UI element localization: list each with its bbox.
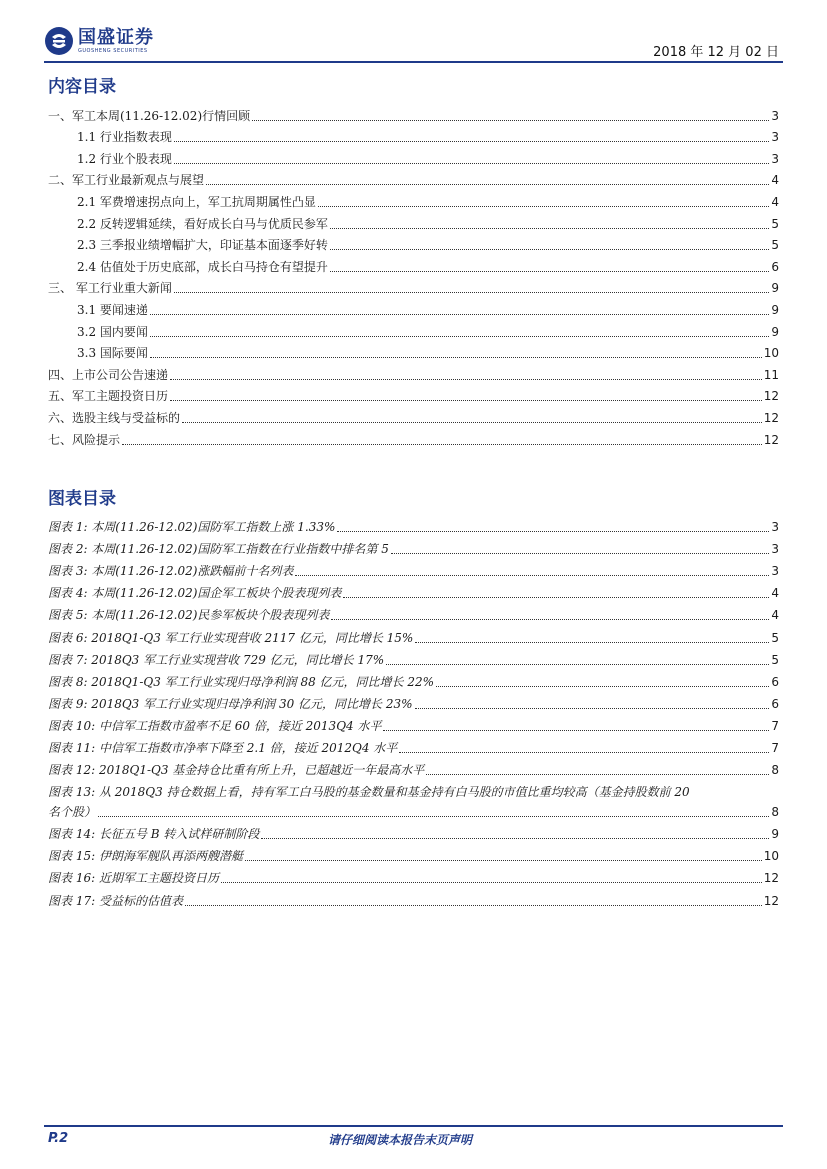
dot-leader [174,292,770,293]
toc-entry[interactable] [48,426,779,448]
dot-leader [221,882,762,883]
dot-leader [252,120,769,121]
figure-entry[interactable] [48,535,779,557]
entry-page-number: 8 [771,763,779,778]
toc-entry[interactable] [48,318,779,340]
entry-title: 图表 4: 本周(11.26-12.02)国企军工板块个股表现列表 [48,586,342,601]
dot-leader [330,228,769,229]
entry-page-number: 7 [771,718,779,733]
entry-page-number: 4 [771,173,779,188]
entry-title: 五、军工主题投资日历 [48,389,169,404]
dot-leader [318,206,769,207]
logo-icon [44,26,74,56]
figures-title: 图表目录 [48,489,116,509]
dot-leader [383,730,769,731]
entry-title: 三、 军工行业重大新闻 [48,281,172,296]
figure-entry[interactable] [48,601,779,623]
figure-entry[interactable] [48,712,779,734]
entry-page-number: 9 [771,281,779,296]
entry-page-number: 6 [771,696,779,711]
entry-page-number: 5 [771,238,779,253]
entry-page-number: 6 [771,674,779,689]
dot-leader [391,553,769,554]
entry-page-number: 3 [771,520,779,535]
entry-page-number: 6 [771,259,779,274]
entry-title: 2.2 反转逻辑延续，看好成长白马与优质民参军 [77,216,328,231]
toc-entry[interactable] [48,361,779,383]
figure-entry[interactable] [48,668,779,690]
dot-leader [182,422,762,423]
toc-list [48,102,779,448]
toc-entry[interactable] [48,102,779,124]
entry-page-number: 5 [771,216,779,231]
dot-leader [436,686,769,687]
entry-page-number: 10 [763,346,779,361]
dot-leader [330,249,769,250]
entry-page-number: 12 [763,410,779,425]
entry-page-number: 10 [763,849,779,864]
entry-title: 图表 6: 2018Q1-Q3 军工行业实现营收 2117 亿元，同比增长 15% [48,630,414,645]
toc-entry[interactable] [48,145,779,167]
toc-entry[interactable] [48,383,779,405]
entry-page-number: 11 [763,367,779,382]
footer-disclaimer: 请仔细阅读本报告末页声明 [328,1133,473,1147]
dot-leader [245,860,762,861]
entry-page-number: 3 [771,130,779,145]
entry-title: 2.3 三季报业绩增幅扩大，印证基本面逐季好转 [77,238,328,253]
entry-title: 四、上市公司公告速递 [48,367,169,382]
dot-leader [206,184,769,185]
entry-page-number: 4 [771,194,779,209]
header-divider [44,61,783,63]
dot-leader [415,708,770,709]
entry-page-number: 8 [771,805,779,820]
dot-leader [337,531,769,532]
page-number: P.2 [48,1131,69,1146]
entry-title: 图表 3: 本周(11.26-12.02)涨跌幅前十名列表 [48,564,294,579]
entry-page-number: 12 [763,389,779,404]
toc-entry[interactable] [48,296,779,318]
toc-entry[interactable] [48,167,779,189]
entry-title: 图表 14: 长征五号 B 转入试样研制阶段 [48,827,260,842]
dot-leader [415,642,769,643]
entry-title: 1.2 行业个股表现 [77,151,172,166]
entry-title: 图表 7: 2018Q3 军工行业实现营收 729 亿元，同比增长 17% [48,652,385,667]
dot-leader [295,575,769,576]
entry-title: 图表 8: 2018Q1-Q3 军工行业实现归母净利润 88 亿元，同比增长 22% [48,674,435,689]
dot-leader [331,619,769,620]
dot-leader [185,905,762,906]
entry-title: 七、风险提示 [48,432,121,447]
toc-entry[interactable] [48,188,779,210]
entry-page-number: 12 [763,432,779,447]
toc-entry[interactable] [48,404,779,426]
entry-page-number: 7 [771,741,779,756]
entry-title: 图表 11: 中信军工指数市净率下降至 2.1 倍，接近 2012Q4 水平 [48,741,398,756]
figure-entry[interactable] [48,886,779,908]
figure-entry[interactable] [48,778,779,820]
dot-leader [150,357,762,358]
toc-entry[interactable] [48,124,779,146]
dot-leader [261,838,769,839]
report-date: 2018 年 12 月 02 日 [653,45,779,60]
entry-title: 3.1 要闻速递 [77,302,148,317]
entry-title: 一、军工本周(11.26-12.02)行情回顾 [48,108,251,123]
entry-title: 图表 10: 中信军工指数市盈率不足 60 倍，接近 2013Q4 水平 [48,718,382,733]
entry-title: 3.3 国际要闻 [77,346,148,361]
footer-divider [44,1125,783,1127]
figure-entry[interactable] [48,623,779,645]
figure-entry[interactable] [48,842,779,864]
dot-leader [386,664,769,665]
entry-title: 图表 16: 近期军工主题投资日历 [48,871,219,886]
toc-entry[interactable] [48,275,779,297]
figure-entry[interactable] [48,734,779,756]
dot-leader [170,379,762,380]
company-logo [44,26,154,56]
entry-page-number: 12 [763,893,779,908]
dot-leader [174,141,769,142]
entry-page-number: 3 [771,108,779,123]
dot-leader [343,597,769,598]
figure-entry[interactable] [48,513,779,535]
logo-name-cn: 国盛证券 [78,26,154,48]
dot-leader [122,444,762,445]
entry-title: 图表 15: 伊朗海军舰队再添两艘潜艇 [48,849,243,864]
toc-entry[interactable] [48,340,779,362]
toc-title: 内容目录 [48,77,116,97]
figures-list [48,513,779,909]
figure-entry[interactable] [48,820,779,842]
dot-leader [399,752,769,753]
toc-entry[interactable] [48,210,779,232]
entry-page-number: 5 [771,652,779,667]
entry-page-number: 9 [771,827,779,842]
entry-page-number: 5 [771,630,779,645]
entry-title: 图表 1: 本周(11.26-12.02)国防军工指数上涨 1.33% [48,520,336,535]
dot-leader [98,816,769,817]
figure-entry[interactable] [48,756,779,778]
entry-page-number: 3 [771,564,779,579]
figure-entry[interactable] [48,646,779,668]
dot-leader [150,314,769,315]
entry-title: 2.1 军费增速拐点向上，军工抗周期属性凸显 [77,194,316,209]
entry-page-number: 4 [771,608,779,623]
entry-title-line1: 图表 13: 从 2018Q3 持仓数据上看，持有军工白马股的基金数量和基金持有白马股的市值比重均较高（基金持股数前 20 [48,785,690,800]
entry-title-line2: 名个股） [48,805,97,820]
figure-entry[interactable] [48,579,779,601]
figure-entry[interactable] [48,557,779,579]
entry-title: 图表 2: 本周(11.26-12.02)国防军工指数在行业指数中排名第 5 [48,542,389,557]
figure-entry[interactable] [48,690,779,712]
entry-page-number: 12 [763,871,779,886]
toc-entry[interactable] [48,253,779,275]
entry-title: 图表 9: 2018Q3 军工行业实现归母净利润 30 亿元，同比增长 23% [48,696,413,711]
entry-title: 图表 17: 受益标的估值表 [48,893,183,908]
figure-entry[interactable] [48,864,779,886]
logo-name-en: GUOSHENG SECURITIES [78,47,148,54]
entry-title: 六、选股主线与受益标的 [48,410,181,425]
entry-page-number: 9 [771,324,779,339]
entry-title: 1.1 行业指数表现 [77,130,172,145]
entry-page-number: 3 [771,542,779,557]
entry-title: 图表 12: 2018Q1-Q3 基金持仓比重有所上升，已超越近一年最高水平 [48,763,425,778]
dot-leader [426,774,769,775]
dot-leader [330,271,769,272]
entry-title: 二、军工行业最新观点与展望 [48,173,205,188]
entry-title: 2.4 估值处于历史底部，成长白马持仓有望提升 [77,259,328,274]
dot-leader [170,400,762,401]
entry-page-number: 3 [771,151,779,166]
entry-page-number: 4 [771,586,779,601]
dot-leader [150,336,769,337]
entry-page-number: 9 [771,302,779,317]
entry-title: 图表 5: 本周(11.26-12.02)民参军板块个股表现列表 [48,608,330,623]
entry-title: 3.2 国内要闻 [77,324,148,339]
dot-leader [174,163,769,164]
toc-entry[interactable] [48,232,779,254]
